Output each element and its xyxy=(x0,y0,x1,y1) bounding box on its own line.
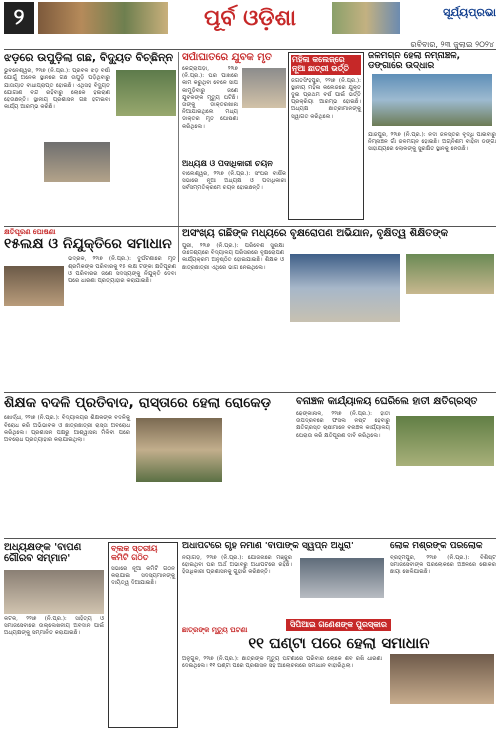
body: ଯାଜପୁର, ୨୨ା୭ (ନି.ପ୍ର.): ନଦୀ ଜଳସ୍ତର ବୃଦ୍ଧି ପାଇବାରୁ ନିମ୍ନାଞ୍ଚଳ ଗାଁ ଜଳମଗ୍ନ ହୋଇଛି। ଅଗ୍ନିଶମ ବାହିନୀ ଡଙ୍ଗା ସାହାଯ୍ୟରେ ଲୋକଙ୍କୁ ସୁରକ୍ଷିତ ସ୍ଥାନକୁ ନେଉଛି। xyxy=(368,131,496,153)
headline: ଅଧ୍ୟକ୍ଷ ଓ ପଦାଧିକାରୀ ଚୟନ xyxy=(182,160,273,168)
body: ଭୁବନେଶ୍ୱର, ୨୨ା୭ (ନି.ପ୍ର.): ପ୍ରବଳ ଝଡ଼ ବର୍ଷା ଯୋଗୁଁ ଅନେକ ସ୍ଥାନରେ ଗଛ ଉପୁଡ଼ି ପଡ଼ିଥିବାରୁ ଯାତାୟାତ ବାଧାପ୍ରାପ୍ତ ହୋଇଛି। ଏଥିସହ ବିଦ୍ୟୁତ ଯୋଗାଣ ବନ୍ଦ ରହିବାରୁ ଲୋକେ ହଇରାଣ ହେଉଛନ୍ତି। ସ୍ଥାନୀୟ ପ୍ରଶାସନ ଗଛ ହଟାଇବା କାର୍ଯ୍ୟ ଆରମ୍ଭ କରିଛି। xyxy=(4,68,110,111)
photo xyxy=(372,74,492,126)
headline: ଲୋକ ମିଶ୍ରଙ୍କ ପରଲୋକ xyxy=(390,542,483,551)
body: କଟକ, ୨୨ା୭ (ନି.ପ୍ର.): ସାହିତ୍ୟ ଓ ସମାଜସେବାରେ ଉଲ୍ଲେଖନୀୟ ଅବଦାନ ପାଇଁ ଅଧ୍ୟକ୍ଷଙ୍କୁ ସମ୍ମାନିତ କରାଯାଇଛି। xyxy=(4,616,104,637)
dateline: ରବିବାର, ୨୩ ଜୁଲାଇ ୨୦୨୪ xyxy=(410,40,494,49)
headline: ବ୍ଲକ ସ୍ତରୀୟ କମିଟି ଗଠିତ xyxy=(111,544,158,562)
headline: ବନାଞ୍ଚଳ କାର୍ଯ୍ୟାଳୟ ଘେରିଲେ ହାତୀ କ୍ଷତିଗ୍ରସ୍ତ xyxy=(296,396,478,407)
article-8 xyxy=(4,396,292,534)
headline: ୧୧ ଘଣ୍ଟା ପରେ ହେଲା ସମାଧାନ xyxy=(248,634,430,652)
article-3 xyxy=(288,52,364,220)
section-title: ପୂର୍ବ ଓଡ଼ିଶା xyxy=(168,0,332,36)
kicker: ଛାତ୍ରଙ୍କ ମୃତ୍ୟୁ ଘଟଣା xyxy=(182,626,248,634)
photo xyxy=(4,570,104,614)
kicker: କ୍ଷତିପୂରଣ ଘୋଷଣା xyxy=(4,228,56,236)
body: ନୟାଗଡ଼, ୨୨ା୭ (ନି.ପ୍ର.): ଯୋଜନାରେ ମଞ୍ଜୁର ହୋଇଥିବା ଘର ଅର୍ଥ ଅଭାବରୁ ଅଧାପଟରେ ରହିଛି। ହିତାଧିକାରୀ ପ୍ରଶାସନକୁ ଗୁହାରି କରିଛନ୍ତି। xyxy=(182,554,292,576)
headline: ମହିଳା କଲେଜ୍‌ରେ ନୂଆ ଛାତ୍ରୀ ଭର୍ତ୍ତି xyxy=(291,55,361,75)
article-11 xyxy=(182,542,386,622)
photo xyxy=(4,266,64,306)
article-13 xyxy=(182,626,496,728)
article-5 xyxy=(182,160,286,224)
divider xyxy=(4,538,496,539)
photo xyxy=(136,418,222,482)
masthead-photo-left xyxy=(38,2,168,34)
photo xyxy=(406,254,494,294)
masthead-photo-right xyxy=(332,2,400,34)
headline: ୧୫ଲକ୍ଷ ଓ ନିଯୁକ୍ତିରେ ସମାଧାନ xyxy=(4,236,172,252)
article-10 xyxy=(4,542,104,728)
divider xyxy=(4,49,496,50)
article-6 xyxy=(4,228,176,386)
headline: ଅସଂଖ୍ୟ ଗଛିଙ୍କ ମଧ୍ୟରେ ବୃକ୍ଷରୋପଣ ଅଭିଯାନ, ବୃକ୍ଷିତ୍ୱ ଶିକ୍ଷିତଙ୍କ xyxy=(182,228,448,239)
headline: ଅଧାପଟରେ ଗୃହ ନିର୍ମାଣ 'ବାପାଙ୍କ ସ୍ୱପ୍ନ ଅଧୁରା' xyxy=(182,542,354,551)
photo xyxy=(44,142,110,182)
column-divider xyxy=(178,52,179,262)
body: ଖୋର୍ଦ୍ଧା, ୨୨ା୭ (ନି.ପ୍ର.): ବିଦ୍ୟାଳୟର ଶିକ୍ଷକଙ୍କ ବଦଳିକୁ ବିରୋଧ କରି ଅଭିଭାବକ ଓ ଛାତ୍ରଛାତ୍ରୀ ରାସ୍ତା ଅବରୋଧ କରିଥିଲେ। ପ୍ରଶାସନ ପକ୍ଷରୁ ଆଶ୍ୱାସନା ମିଳିବା ପରେ ଅବରୋଧ ପ୍ରତ୍ୟାହାର କରାଯାଇଥିଲା। xyxy=(4,415,130,443)
body: ବାଲେଶ୍ୱର, ୨୨ା୭ (ନି.ପ୍ର.): ସଂଘର ବାର୍ଷିକ ସଭାରେ ନୂଆ ଅଧ୍ୟକ୍ଷ ଓ ପଦାଧିକାରୀ ସର୍ବସମ୍ମତିକ୍ରମେ ଚୟନ ହୋଇଛନ୍ତି। xyxy=(182,170,286,192)
body: ବ୍ରହ୍ମପୁର, ୨୨ା୭ (ନି.ପ୍ର.): ବିଶିଷ୍ଟ ସମାଜସେବୀଙ୍କ ପରଲୋକରେ ଅଞ୍ଚଳରେ ଶୋକର ଛାୟା ଖେଳିଯାଇଛି। xyxy=(390,554,496,576)
article-12 xyxy=(390,542,496,622)
headline: ସର୍ପାଘାତରେ ଯୁବକ ମୃତ xyxy=(182,52,272,63)
photo xyxy=(290,254,400,322)
article-1 xyxy=(4,52,176,224)
photo xyxy=(396,416,494,466)
photo xyxy=(300,558,384,598)
article-9 xyxy=(296,396,496,534)
article-7 xyxy=(182,228,496,386)
photo xyxy=(242,68,286,108)
body: ଢେଙ୍କାନାଳ, ୨୨ା୭ (ନି.ପ୍ର.): ହାତୀ ଉପଦ୍ରବରେ ଫସଲ ନଷ୍ଟ ହେବାରୁ କ୍ଷତିଗ୍ରସ୍ତ ଚାଷୀମାନେ ବନାଞ୍ଚଳ କାର୍ଯ୍ୟାଳୟ ଘେରାଉ କରି କ୍ଷତିପୂରଣ ଦାବି କରିଥିଲେ। xyxy=(296,411,390,439)
divider xyxy=(4,226,496,227)
article-14 xyxy=(108,542,178,728)
headline: ଜଳମଗ୍ନ ହେଲା ନିମ୍ନାଞ୍ଚଳ, ଡଙ୍ଗାରେ ଉଦ୍ଧାର xyxy=(368,52,461,71)
body: କେନ୍ଦ୍ରାପଡ଼ା, ୨୨ା୭ (ନି.ପ୍ର.): ଘର ପାଖରେ କାମ କରୁଥିବା ବେଳେ ସାପ କାମୁଡ଼ିବାରୁ ଜଣେ ଯୁବକଙ୍କ ମୃତ୍ୟୁ ଘଟିଛି। ତାଙ୍କୁ ଡାକ୍ତରଖାନା ନିଆଯାଇଥିଲେ ମଧ୍ୟ ଡାକ୍ତର ମୃତ ଘୋଷଣା କରିଥିଲେ। xyxy=(182,66,238,130)
body: ଜଗତସିଂହପୁର, ୨୨ା୭ (ନି.ପ୍ର.): ସ୍ଥାନୀୟ ମହିଳା କଲେଜରେ ଯୁକ୍ତ ଦୁଇ ପ୍ରଥମ ବର୍ଷ ପାଇଁ ଭର୍ତ୍ତି ପ୍ରକ୍ରିୟା ଆରମ୍ଭ ହୋଇଛି। ଅଧ୍ୟକ୍ଷ ଛାତ୍ରୀମାନଙ୍କୁ ସ୍ୱାଗତ କରିଥିଲେ। xyxy=(291,77,361,120)
masthead xyxy=(0,0,500,38)
article-2 xyxy=(182,52,286,158)
page-number: ୨ xyxy=(4,2,34,34)
badge-label: ସିପିଆଇ ଗଣେଶଙ୍କ ପୁରସ୍କାର xyxy=(286,619,391,631)
brand-logo: ସୂର୍ଯ୍ୟପ୍ରଭା xyxy=(443,6,496,19)
divider xyxy=(4,392,496,393)
body: ସଭାରେ ନୂଆ କମିଟି ଗଠନ କରାଯାଇ ସଦସ୍ୟମାନଙ୍କୁ ଦାୟିତ୍ୱ ଦିଆଯାଇଛି। xyxy=(111,565,175,586)
headline: ଶିକ୍ଷକ ବଦଳି ପ୍ରତିବାଦ, ରାସ୍ତାରେ ହେଲା ରୋକେଡ଼ xyxy=(4,396,271,411)
body: ପୁରୀ, ୨୨ା୭ (ନି.ପ୍ର.): ପରିବେଶ ସୁରକ୍ଷା ଉଦ୍ଦେଶ୍ୟରେ ବିଦ୍ୟାଳୟ ପରିସରରେ ବୃକ୍ଷରୋପଣ କାର୍ଯ୍ୟକ୍ରମ ଅନୁଷ୍ଠିତ ହୋଇଯାଇଛି। ଶିକ୍ଷକ ଓ ଛାତ୍ରଛାତ୍ରୀ ଏଥିରେ ଭାଗ ନେଇଥିଲେ। xyxy=(182,243,284,271)
article-4 xyxy=(368,52,496,220)
body: ଅନୁଗୁଳ, ୨୨ା୭ (ନି.ପ୍ର.): ଛାତ୍ରଙ୍କ ମୃତ୍ୟୁ ଘଟଣାରେ ପରିବାର ଲୋକେ ଶବ ରଖି ଧାରଣା ଦେଇଥିଲେ। ୧୧ ଘଣ୍ଟା ପରେ ପ୍ରଶାସନ ସହ ଆଲୋଚନାରେ ସମାଧାନ ବାହାରିଥିଲା। xyxy=(182,655,382,669)
photo xyxy=(116,70,176,116)
photo xyxy=(390,654,494,704)
body: ଭଦ୍ରକ, ୨୨ା୭ (ନି.ପ୍ର.): ଦୁର୍ଘଟଣାରେ ମୃତ ଶ୍ରମିକଙ୍କ ପରିବାରକୁ ୧୫ ଲକ୍ଷ ଟଙ୍କା କ୍ଷତିପୂରଣ ଓ ପରିବାରର ଜଣେ ସଦସ୍ୟଙ୍କୁ ନିଯୁକ୍ତି ଦେବା ପରେ ଧାରଣା ପ୍ରତ୍ୟାହାର କରାଯାଇଛି। xyxy=(68,256,176,284)
headline: ଝଡ଼ରେ ଉପୁଡ଼ିଲା ଗଛ, ବିଦ୍ୟୁତ ବିଚ୍ଛିନ୍ନ xyxy=(4,52,174,64)
headline: ଅଧ୍ୟକ୍ଷଙ୍କ 'ବାପଣ ଗୌରବ ସମ୍ମାନ' xyxy=(4,542,82,564)
